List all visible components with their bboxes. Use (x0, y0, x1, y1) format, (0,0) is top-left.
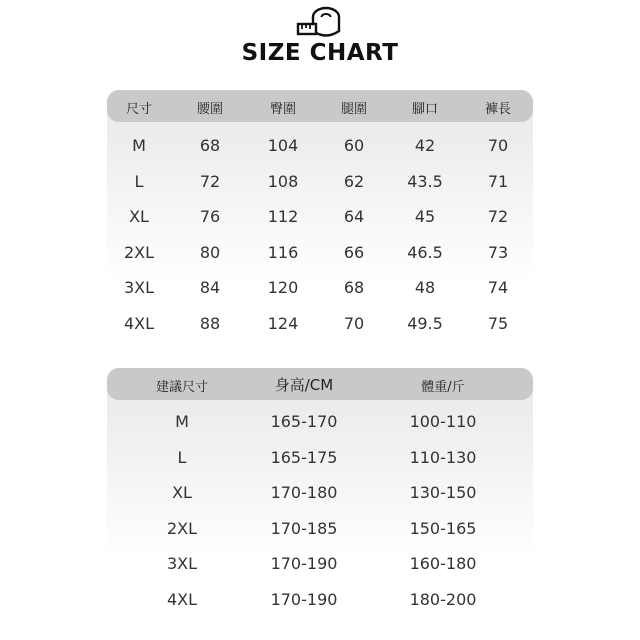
table-cell: 2XL (123, 242, 155, 262)
table-cell: 88 (199, 313, 221, 333)
table-cell: 80 (199, 242, 221, 262)
table-cell: XL (129, 207, 149, 226)
table-cell: XL (172, 483, 192, 502)
table-cell: 150-165 (409, 518, 477, 538)
table-cell: 170-190 (270, 554, 338, 573)
table-cell: 46.5 (407, 242, 443, 262)
table-cell: L (134, 171, 144, 191)
table-header-row (107, 90, 533, 122)
column-header: 褲長 (484, 102, 512, 117)
table-cell: 165-170 (270, 412, 338, 431)
table-cell: 4XL (123, 313, 155, 333)
table-cell: 112 (267, 207, 299, 226)
recommended-size-table (107, 368, 533, 622)
column-header: 腿圍 (340, 102, 368, 117)
table-cell: M (132, 136, 146, 155)
table-cell: 120 (267, 278, 299, 297)
table-cell: 3XL (166, 554, 198, 573)
table-cell: 42 (414, 136, 436, 155)
table-cell: 160-180 (409, 554, 477, 573)
table-cell: 100-110 (409, 412, 477, 431)
table-cell: 70 (343, 313, 365, 333)
table-cell: 75 (487, 313, 509, 333)
measuring-tape-icon (296, 6, 342, 42)
table-cell: 84 (199, 278, 221, 297)
column-header: 腳口 (411, 102, 439, 117)
table-cell: 48 (414, 278, 436, 297)
table-cell: 71 (487, 171, 509, 191)
table-cell: 62 (343, 171, 365, 191)
table-cell: 4XL (166, 589, 198, 609)
table-cell: 130-150 (409, 483, 477, 502)
table-cell: 68 (199, 136, 221, 155)
table-cell: L (177, 447, 187, 467)
table-cell: 124 (267, 313, 299, 333)
table-cell: 165-175 (270, 447, 338, 467)
table-cell: 3XL (123, 278, 155, 297)
table-cell: 45 (414, 207, 436, 226)
table-cell: 74 (487, 278, 509, 297)
table-cell: 104 (267, 136, 299, 155)
table-cell: 76 (199, 207, 221, 226)
page-title: SIZE CHART (241, 40, 399, 66)
table-cell: 72 (199, 171, 221, 191)
table-header-row (107, 368, 533, 400)
table-cell: 73 (487, 242, 509, 262)
column-header: 建議尺寸 (155, 380, 209, 395)
column-header: 身高/CM (274, 376, 334, 394)
table-cell: 170-180 (270, 483, 338, 502)
table-cell: 66 (343, 242, 365, 262)
table-cell: 116 (267, 242, 299, 262)
column-header: 腰圍 (196, 102, 224, 117)
table-cell: 68 (343, 278, 365, 297)
table-cell: 60 (343, 136, 365, 155)
table-cell: 170-190 (270, 589, 338, 609)
table-cell: 108 (267, 171, 299, 191)
column-header: 尺寸 (125, 102, 153, 117)
table-cell: 170-185 (270, 518, 338, 538)
table-cell: 43.5 (407, 171, 443, 191)
table-cell: 64 (343, 207, 365, 226)
table-cell: 110-130 (409, 447, 477, 467)
column-header: 體重/斤 (421, 380, 465, 395)
table-cell: 70 (487, 136, 509, 155)
size-measurement-table (107, 90, 533, 346)
table-cell: 72 (487, 207, 509, 226)
table-cell: 2XL (166, 518, 198, 538)
table-cell: 180-200 (409, 589, 477, 609)
table-cell: 49.5 (407, 313, 443, 333)
column-header: 臀圍 (269, 102, 297, 117)
table-cell: M (175, 412, 189, 431)
